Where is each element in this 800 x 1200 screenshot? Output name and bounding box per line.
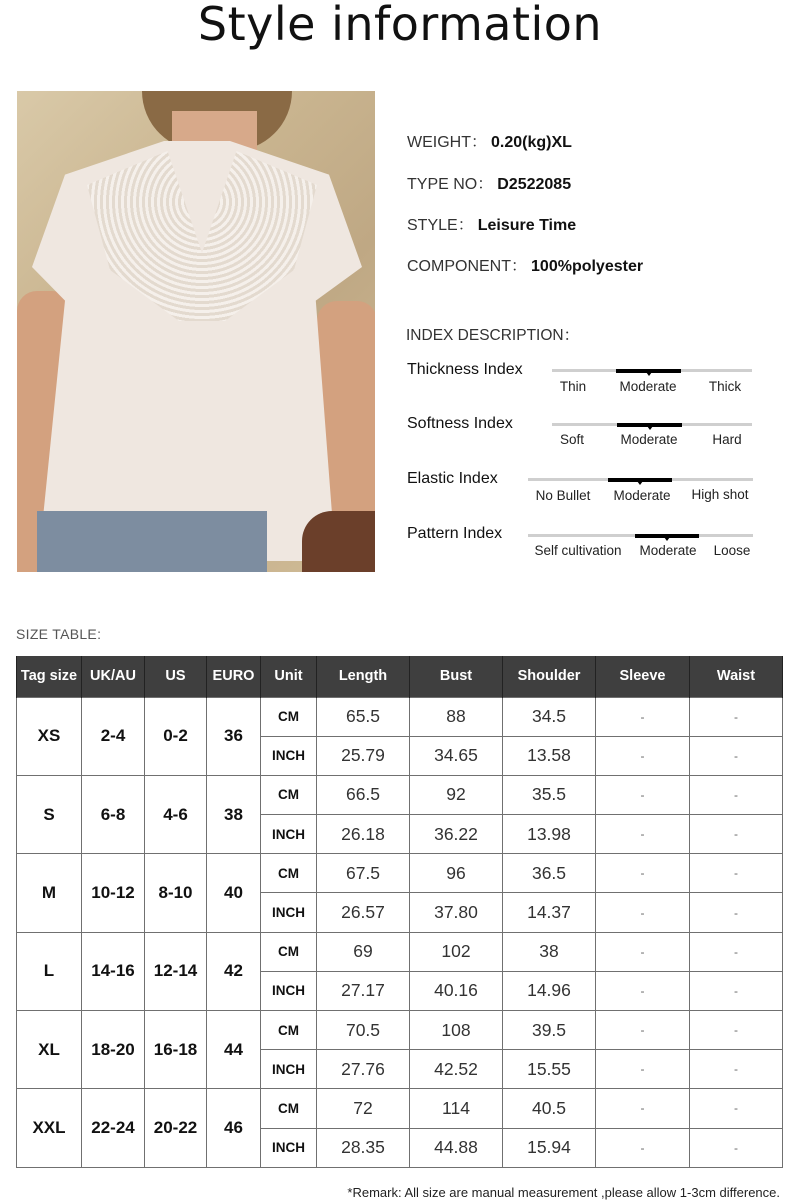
cell-tag-size: M	[17, 854, 82, 932]
index-marker-pattern	[635, 534, 699, 538]
cell-unit: CM	[261, 775, 317, 814]
cell-sleeve: -	[596, 775, 690, 814]
cell-shoulder: 13.58	[503, 736, 596, 775]
cell-shoulder: 38	[503, 932, 596, 971]
cell-shoulder: 14.37	[503, 893, 596, 932]
cell-unit: INCH	[261, 1050, 317, 1089]
cell-length: 72	[317, 1089, 410, 1128]
index-marker-elastic	[608, 478, 672, 482]
cell-length: 69	[317, 932, 410, 971]
cell-sleeve: -	[596, 1128, 690, 1167]
cell-uk-au: 14-16	[82, 932, 145, 1010]
col-header-euro: EURO	[207, 656, 261, 697]
cell-waist: -	[690, 736, 783, 775]
cell-unit: CM	[261, 1089, 317, 1128]
index-track-pattern	[528, 534, 753, 537]
cell-bust: 96	[410, 854, 503, 893]
size-table-header	[17, 656, 783, 697]
cell-shoulder: 15.94	[503, 1128, 596, 1167]
cell-bust: 42.52	[410, 1050, 503, 1089]
index-option: Soft	[559, 432, 585, 447]
cell-shoulder: 36.5	[503, 854, 596, 893]
cell-bust: 40.16	[410, 971, 503, 1010]
cell-euro: 46	[207, 1089, 261, 1167]
cell-bust: 108	[410, 1011, 503, 1050]
cell-sleeve: -	[596, 697, 690, 736]
index-option: High shot	[691, 487, 749, 502]
cell-length: 70.5	[317, 1011, 410, 1050]
col-header-sleeve: Sleeve	[596, 656, 690, 697]
cell-waist: -	[690, 697, 783, 736]
cell-unit: INCH	[261, 971, 317, 1010]
cell-us: 0-2	[145, 697, 207, 775]
col-header-uk-au: UK/AU	[82, 656, 145, 697]
cell-waist: -	[690, 1128, 783, 1167]
cell-us: 12-14	[145, 932, 207, 1010]
table-row-cm	[17, 697, 783, 736]
cell-waist: -	[690, 893, 783, 932]
cell-shoulder: 15.55	[503, 1050, 596, 1089]
index-option: Self cultivation	[534, 543, 622, 558]
index-option: Thin	[559, 379, 587, 394]
cell-tag-size: L	[17, 932, 82, 1010]
col-header-unit: Unit	[261, 656, 317, 697]
cell-length: 27.17	[317, 971, 410, 1010]
cell-bust: 92	[410, 775, 503, 814]
cell-sleeve: -	[596, 971, 690, 1010]
index-marker-thickness	[616, 369, 681, 373]
size-table-label: SIZE TABLE:	[16, 626, 102, 642]
index-option-selected: Moderate	[639, 543, 697, 558]
cell-waist: -	[690, 775, 783, 814]
cell-waist: -	[690, 932, 783, 971]
index-option: Thick	[708, 379, 742, 394]
cell-sleeve: -	[596, 815, 690, 854]
col-header-waist: Waist	[690, 656, 783, 697]
cell-sleeve: -	[596, 854, 690, 893]
photo-bag	[302, 511, 375, 572]
cell-length: 66.5	[317, 775, 410, 814]
index-description-heading: INDEX DESCRIPTION：	[406, 327, 580, 344]
cell-euro: 36	[207, 697, 261, 775]
cell-euro: 42	[207, 932, 261, 1010]
cell-us: 4-6	[145, 775, 207, 853]
cell-length: 27.76	[317, 1050, 410, 1089]
index-option: Loose	[713, 543, 751, 558]
col-header-length: Length	[317, 656, 410, 697]
cell-sleeve: -	[596, 1011, 690, 1050]
index-option: No Bullet	[535, 488, 591, 503]
spec-value: D2522085	[497, 176, 572, 193]
cell-length: 26.57	[317, 893, 410, 932]
cell-shoulder: 35.5	[503, 775, 596, 814]
cell-tag-size: XXL	[17, 1089, 82, 1167]
cell-length: 25.79	[317, 736, 410, 775]
index-option-selected: Moderate	[613, 488, 671, 503]
col-header-shoulder: Shoulder	[503, 656, 596, 697]
cell-tag-size: S	[17, 775, 82, 853]
cell-uk-au: 18-20	[82, 1011, 145, 1089]
index-track-elastic	[528, 478, 753, 481]
cell-euro: 38	[207, 775, 261, 853]
photo-shorts	[37, 511, 267, 572]
cell-sleeve: -	[596, 1089, 690, 1128]
cell-shoulder: 40.5	[503, 1089, 596, 1128]
cell-bust: 37.80	[410, 893, 503, 932]
index-name-pattern: Pattern Index	[407, 525, 503, 542]
cell-shoulder: 39.5	[503, 1011, 596, 1050]
product-photo	[17, 91, 375, 572]
cell-unit: INCH	[261, 893, 317, 932]
table-row-cm	[17, 854, 783, 893]
size-remark: *Remark: All size are manual measurement ,please allow 1-3cm difference.	[347, 1185, 780, 1200]
index-name-softness: Softness Index	[407, 415, 513, 432]
cell-length: 65.5	[317, 697, 410, 736]
index-option: Hard	[712, 432, 742, 447]
cell-us: 20-22	[145, 1089, 207, 1167]
cell-waist: -	[690, 815, 783, 854]
cell-sleeve: -	[596, 736, 690, 775]
table-row-cm	[17, 775, 783, 814]
size-table	[16, 656, 783, 1168]
cell-unit: INCH	[261, 1128, 317, 1167]
index-name-elastic: Elastic Index	[407, 470, 498, 487]
spec-label: STYLE：	[407, 217, 474, 234]
spec-value: 100%polyester	[531, 258, 644, 275]
col-header-bust: Bust	[410, 656, 503, 697]
cell-shoulder: 34.5	[503, 697, 596, 736]
index-name-thickness: Thickness Index	[407, 361, 523, 378]
cell-sleeve: -	[596, 893, 690, 932]
cell-uk-au: 22-24	[82, 1089, 145, 1167]
col-header-us: US	[145, 656, 207, 697]
spec-type-no	[407, 171, 571, 194]
cell-bust: 114	[410, 1089, 503, 1128]
cell-unit: CM	[261, 854, 317, 893]
table-row-cm	[17, 1089, 783, 1128]
cell-tag-size: XL	[17, 1011, 82, 1089]
cell-us: 16-18	[145, 1011, 207, 1089]
spec-component	[407, 253, 643, 276]
cell-us: 8-10	[145, 854, 207, 932]
cell-unit: INCH	[261, 736, 317, 775]
index-track-softness	[552, 423, 752, 426]
cell-length: 67.5	[317, 854, 410, 893]
cell-bust: 36.22	[410, 815, 503, 854]
cell-uk-au: 10-12	[82, 854, 145, 932]
table-row-cm	[17, 932, 783, 971]
spec-label: WEIGHT：	[407, 134, 487, 151]
cell-unit: CM	[261, 697, 317, 736]
cell-euro: 40	[207, 854, 261, 932]
photo-blouse	[32, 141, 362, 561]
cell-unit: CM	[261, 1011, 317, 1050]
cell-length: 28.35	[317, 1128, 410, 1167]
spec-value: 0.20(kg)XL	[491, 134, 572, 151]
index-track-thickness	[552, 369, 752, 372]
cell-waist: -	[690, 1050, 783, 1089]
spec-label: COMPONENT：	[407, 258, 528, 275]
cell-unit: INCH	[261, 815, 317, 854]
cell-sleeve: -	[596, 932, 690, 971]
cell-waist: -	[690, 971, 783, 1010]
cell-bust: 102	[410, 932, 503, 971]
cell-length: 26.18	[317, 815, 410, 854]
cell-bust: 34.65	[410, 736, 503, 775]
cell-unit: CM	[261, 932, 317, 971]
spec-value: Leisure Time	[477, 217, 577, 234]
cell-euro: 44	[207, 1011, 261, 1089]
spec-style	[407, 212, 576, 235]
table-row-cm	[17, 1011, 783, 1050]
spec-label: TYPE NO：	[407, 176, 494, 193]
cell-waist: -	[690, 1089, 783, 1128]
cell-sleeve: -	[596, 1050, 690, 1089]
spec-weight	[407, 129, 572, 152]
cell-bust: 88	[410, 697, 503, 736]
cell-bust: 44.88	[410, 1128, 503, 1167]
index-option-selected: Moderate	[620, 432, 678, 447]
index-marker-softness	[617, 423, 682, 427]
col-header-tag-size: Tag size	[17, 656, 82, 697]
cell-waist: -	[690, 854, 783, 893]
cell-waist: -	[690, 1011, 783, 1050]
cell-shoulder: 14.96	[503, 971, 596, 1010]
cell-tag-size: XS	[17, 697, 82, 775]
cell-uk-au: 6-8	[82, 775, 145, 853]
index-option-selected: Moderate	[619, 379, 677, 394]
page-title: Style information	[197, 0, 603, 51]
cell-uk-au: 2-4	[82, 697, 145, 775]
cell-shoulder: 13.98	[503, 815, 596, 854]
